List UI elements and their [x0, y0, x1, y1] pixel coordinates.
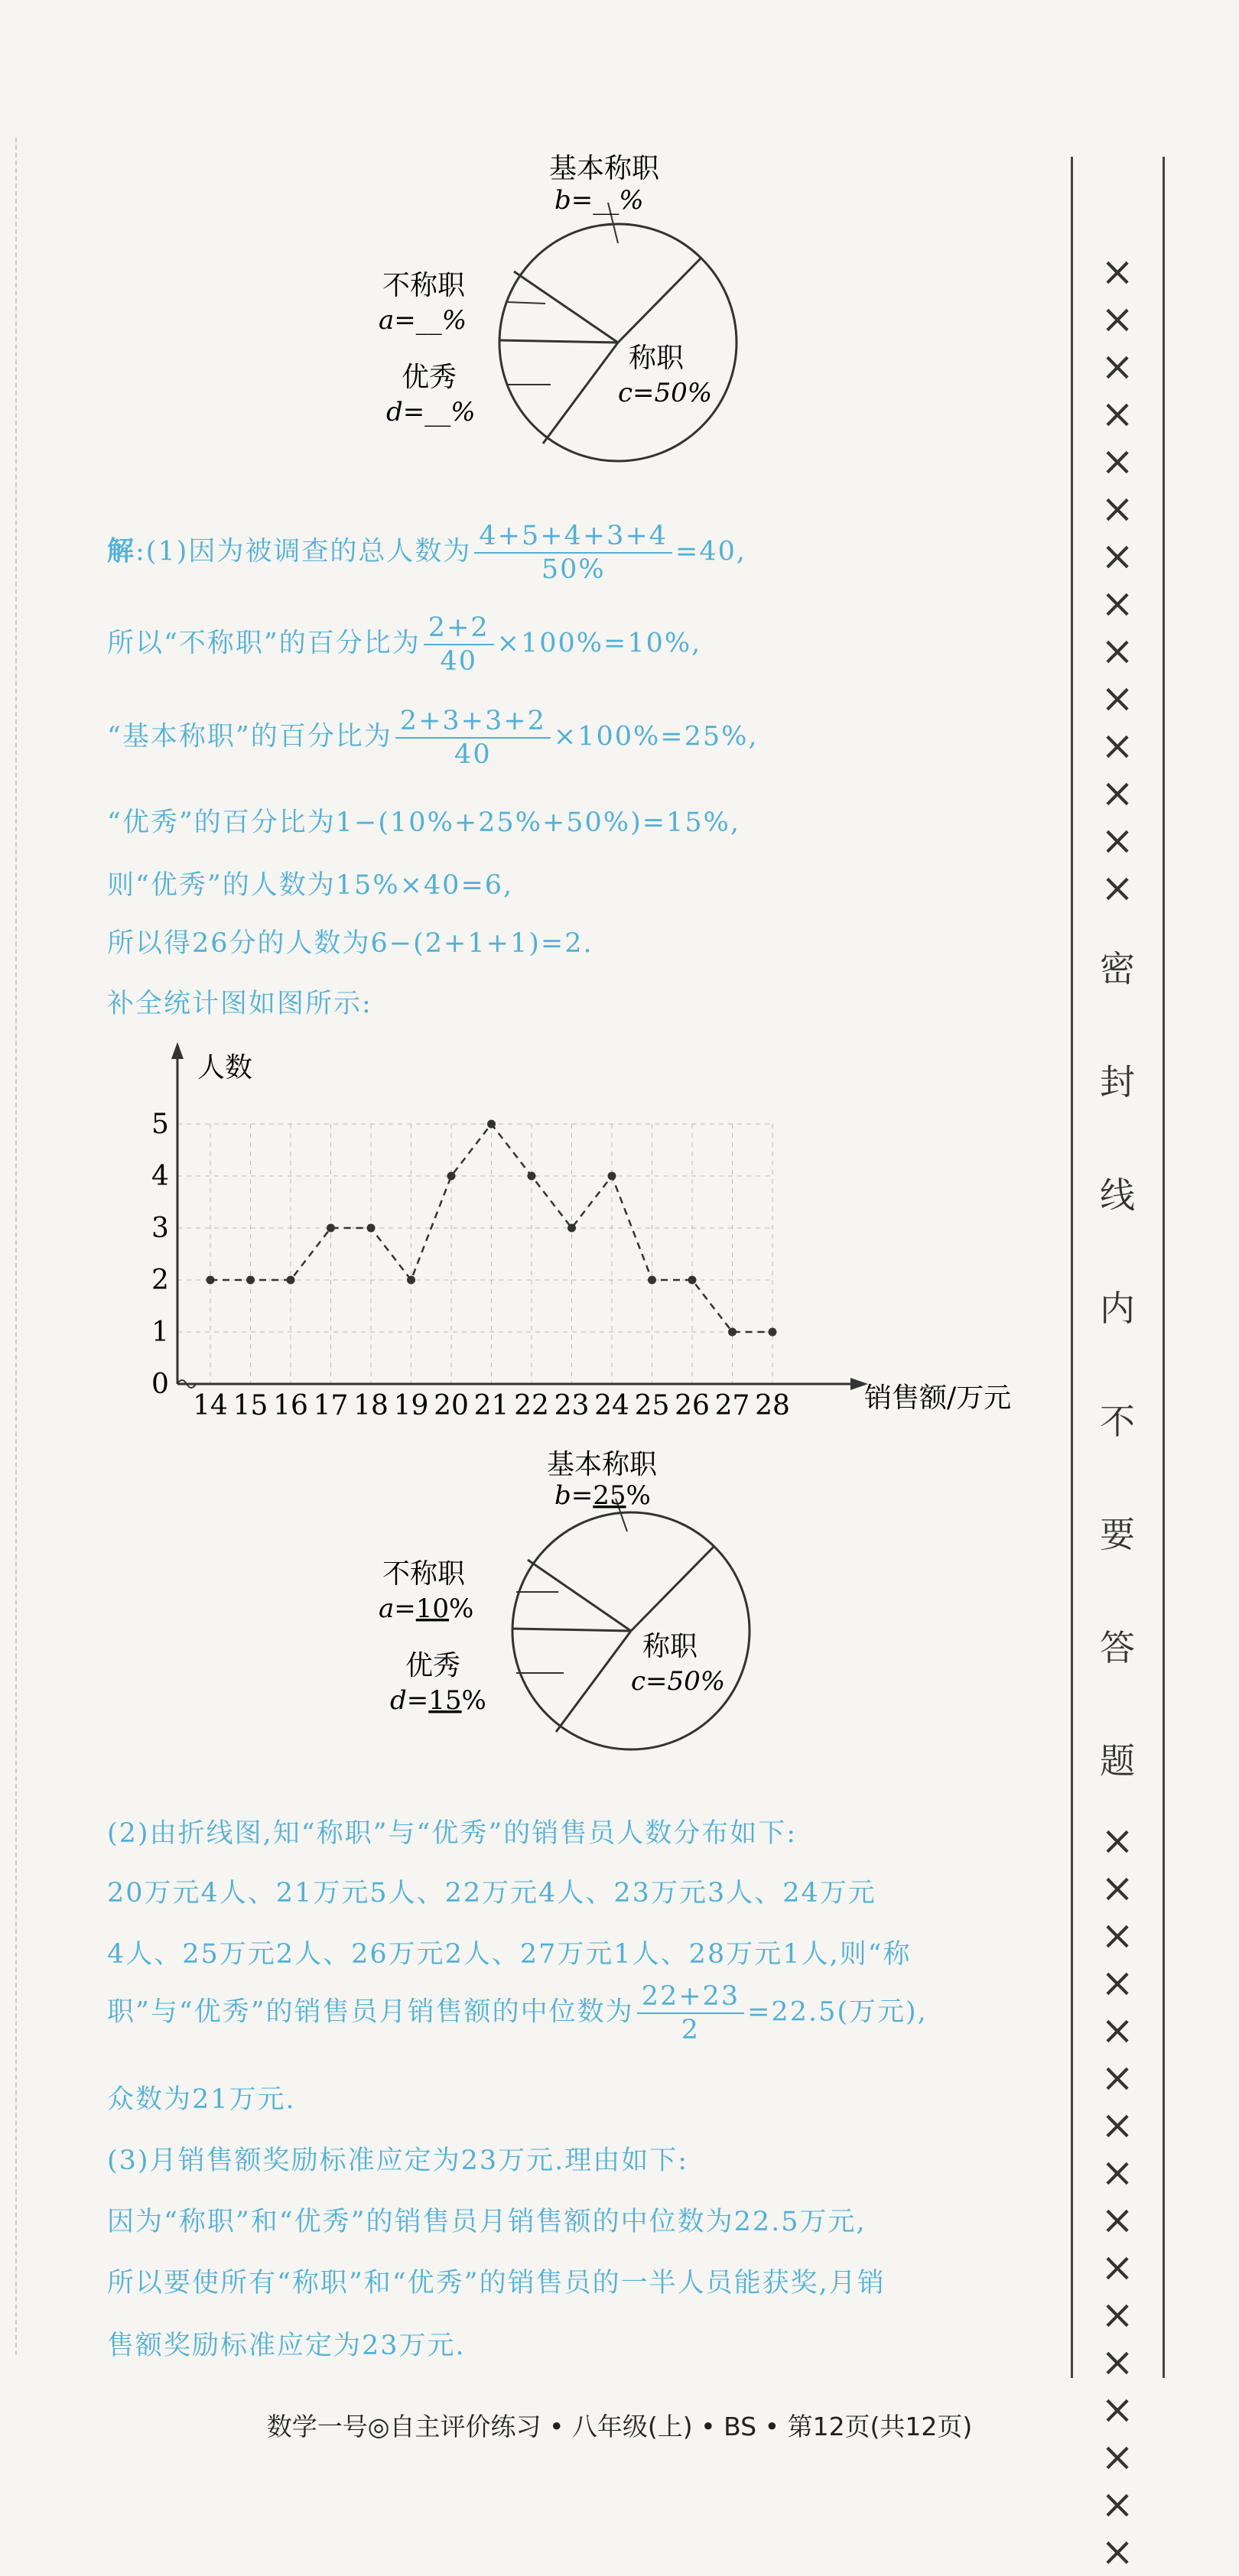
binding-cross-mark: × [1101, 676, 1134, 722]
binding-line-left [1071, 157, 1073, 2378]
x-tick-label: 15 [233, 1390, 268, 1421]
binding-seal-text [1092, 912, 1143, 1817]
pie-top-value-qualified: c=50% [618, 378, 713, 408]
x-tick-label: 18 [353, 1390, 389, 1421]
data-point [769, 1328, 777, 1337]
binding-cross-mark: × [1101, 2103, 1134, 2149]
binding-cross-mark: × [1101, 486, 1134, 532]
binding-cross-mark: × [1101, 2435, 1134, 2480]
solution-line-3: “基本称职”的百分比为 $\frac{2+3+3+2}{40}$ ×100%=25%, [107, 706, 759, 770]
binding-cross-mark: × [1101, 2292, 1134, 2338]
pie-top-label-qualified: 称职 [629, 343, 685, 374]
data-point [407, 1276, 415, 1285]
binding-seal-char: 内 [1100, 1288, 1135, 1329]
pie-bottom-label-qualified: 称职 [642, 1631, 698, 1662]
pie-bottom-label-basic: 基本称职 [547, 1449, 658, 1480]
binding-seal-char: 答 [1100, 1627, 1135, 1668]
x-tick-label: 16 [273, 1390, 308, 1421]
solution-line-4: “优秀”的百分比为1−(10%+25%+50%)=15%, [107, 807, 740, 838]
binding-cross-mark: × [1101, 2387, 1134, 2433]
binding-cross-mark: × [1101, 1818, 1134, 1864]
binding-seal-char: 要 [1100, 1514, 1135, 1555]
x-tick-label: 17 [313, 1390, 349, 1421]
part2-line-4: 职”与“优秀”的销售员月销售额的中位数为 $\frac{22+23}{2}$ =22.5(万元), [107, 1981, 928, 2045]
x-axis-label: 销售额/万元 [864, 1382, 1012, 1414]
fraction-unqualified: $\frac{2+2}{40}$ [424, 612, 494, 677]
x-tick-label: 27 [714, 1390, 750, 1421]
binding-cross-mark: × [1101, 1866, 1134, 1912]
data-point [688, 1276, 697, 1285]
data-point [608, 1172, 616, 1181]
binding-seal-char: 封 [1100, 1061, 1135, 1103]
data-point [728, 1328, 737, 1337]
binding-seal-char: 线 [1100, 1174, 1135, 1216]
binding-cross-mark: × [1101, 534, 1134, 580]
data-point [367, 1224, 376, 1233]
binding-cross-mark: × [1101, 2008, 1134, 2054]
line-chart [138, 1036, 1017, 1434]
page-footer: 数学一号◎自主评价练习 • 八年级(上) • BS • 第12页(共12页) [266, 2412, 973, 2441]
data-point [487, 1120, 496, 1129]
fraction-basic: $\frac{2+3+3+2}{40}$ [395, 705, 551, 771]
data-point [206, 1276, 215, 1285]
solution-line-7: 补全统计图如图所示: [107, 989, 372, 1019]
binding-cross-mark: × [1101, 866, 1134, 911]
pie-top-label-excellent: 优秀 [402, 362, 457, 393]
data-point [327, 1224, 335, 1233]
pie-bottom-value-qualified: c=50% [631, 1666, 726, 1697]
solution-line-1: 解:(1)因为被调查的总人数为 $\frac{4+5+4+3+4}{50\%}$ =40, [107, 521, 747, 585]
binding-cross-mark: × [1101, 723, 1134, 769]
pie-bottom-label-unqualified: 不称职 [382, 1558, 466, 1590]
y-axis-label: 人数 [197, 1052, 253, 1083]
part3-line-3: 所以要使所有“称职”和“优秀”的销售员的一半人员能获奖,月销 [107, 2268, 886, 2298]
binding-crosses-top [1092, 249, 1143, 912]
binding-cross-mark: × [1101, 629, 1134, 674]
binding-seal-char: 不 [1100, 1401, 1135, 1442]
binding-cross-mark: × [1101, 2245, 1134, 2291]
part2-line-5: 众数为21万元. [107, 2084, 296, 2115]
y-tick-label: 2 [151, 1265, 169, 1296]
y-tick-label: 1 [151, 1317, 169, 1348]
pie-top-label-unqualified: 不称职 [382, 270, 466, 301]
pie-chart-blank [344, 145, 803, 474]
pie-top-value-unqualified: a=__% [379, 305, 467, 336]
x-tick-label: 21 [473, 1390, 509, 1421]
fraction-total: $\frac{4+5+4+3+4}{50\%}$ [474, 520, 672, 586]
binding-cross-mark: × [1101, 581, 1134, 627]
y-tick-label: 0 [151, 1369, 169, 1400]
solution-line-6: 所以得26分的人数为6−(2+1+1)=2. [107, 928, 593, 959]
chart-grid [177, 1124, 772, 1384]
part3-line-4: 售额奖励标准应定为23万元. [107, 2331, 466, 2361]
solution-line-5: 则“优秀”的人数为15%×40=6, [107, 870, 514, 901]
y-tick-label: 4 [151, 1161, 169, 1192]
x-tick-label: 19 [393, 1390, 429, 1421]
pie-top-value-basic: b=__% [554, 185, 644, 216]
binding-cross-mark: × [1101, 1913, 1134, 1959]
binding-dashed-line [15, 138, 17, 2355]
x-tick-label: 25 [634, 1390, 670, 1421]
binding-cross-mark: × [1101, 297, 1134, 343]
pie-bottom-value-unqualified: a=10% [379, 1593, 474, 1624]
binding-cross-mark: × [1101, 249, 1134, 295]
x-tick-label: 26 [675, 1390, 710, 1421]
binding-cross-mark: × [1101, 2198, 1134, 2243]
binding-cross-mark: × [1101, 439, 1134, 485]
solution-lead: 解 [107, 535, 136, 567]
binding-cross-mark: × [1101, 2529, 1134, 2575]
data-point [567, 1224, 576, 1233]
binding-cross-mark: × [1101, 771, 1134, 817]
pie-chart-filled [344, 1441, 803, 1770]
binding-seal-char: 题 [1100, 1740, 1135, 1782]
binding-cross-mark: × [1101, 2340, 1134, 2386]
solution-line-2: 所以“不称职”的百分比为 $\frac{2+2}{40}$ ×100%=10%, [107, 612, 702, 677]
binding-cross-mark: × [1101, 344, 1134, 390]
x-tick-label: 14 [193, 1390, 228, 1421]
part3-line-1: (3)月销售额奖励标准应定为23万元.理由如下: [107, 2146, 689, 2176]
x-tick-label: 28 [755, 1390, 790, 1421]
binding-line-right [1163, 157, 1165, 2378]
pie-top-label-basic: 基本称职 [549, 153, 660, 184]
part2-line-3: 4人、25万元2人、26万元2人、27万元1人、28万元1人,则“称 [107, 1939, 912, 1970]
data-point [246, 1276, 255, 1285]
part2-line-1: (2)由折线图,知“称职”与“优秀”的销售员人数分布如下: [107, 1818, 798, 1849]
binding-crosses-bottom [1092, 1817, 1143, 2576]
binding-cross-mark: × [1101, 2482, 1134, 2528]
binding-cross-mark: × [1101, 391, 1134, 437]
pie-bottom-value-excellent: d=15% [390, 1685, 486, 1716]
x-tick-label: 22 [514, 1390, 549, 1421]
part2-line-2: 20万元4人、21万元5人、22万元4人、23万元3人、24万元 [107, 1878, 876, 1908]
y-axis-arrow [171, 1042, 184, 1059]
x-tick-label: 23 [554, 1390, 590, 1421]
data-point [648, 1276, 656, 1285]
part3-line-2: 因为“称职”和“优秀”的销售员月销售额的中位数为22.5万元, [107, 2207, 867, 2237]
data-point [287, 1276, 295, 1285]
binding-cross-mark: × [1101, 1960, 1134, 2006]
pie-top-value-excellent: d=__% [386, 397, 476, 427]
pie-bottom-label-excellent: 优秀 [405, 1650, 461, 1681]
data-point [447, 1172, 456, 1181]
binding-cross-mark: × [1101, 818, 1134, 864]
x-tick-label: 24 [594, 1390, 629, 1421]
x-tick-label: 20 [434, 1390, 469, 1421]
y-tick-label: 5 [151, 1109, 169, 1140]
fraction-median: $\frac{22+23}{2}$ [637, 1980, 744, 2046]
pie-bottom-value-basic: b=25% [554, 1480, 651, 1511]
binding-seal-char: 密 [1100, 948, 1135, 989]
binding-cross-mark: × [1101, 2150, 1134, 2196]
data-point [528, 1172, 536, 1181]
binding-strip [1071, 157, 1166, 2575]
y-tick-label: 3 [151, 1213, 169, 1244]
binding-cross-mark: × [1101, 2055, 1134, 2101]
